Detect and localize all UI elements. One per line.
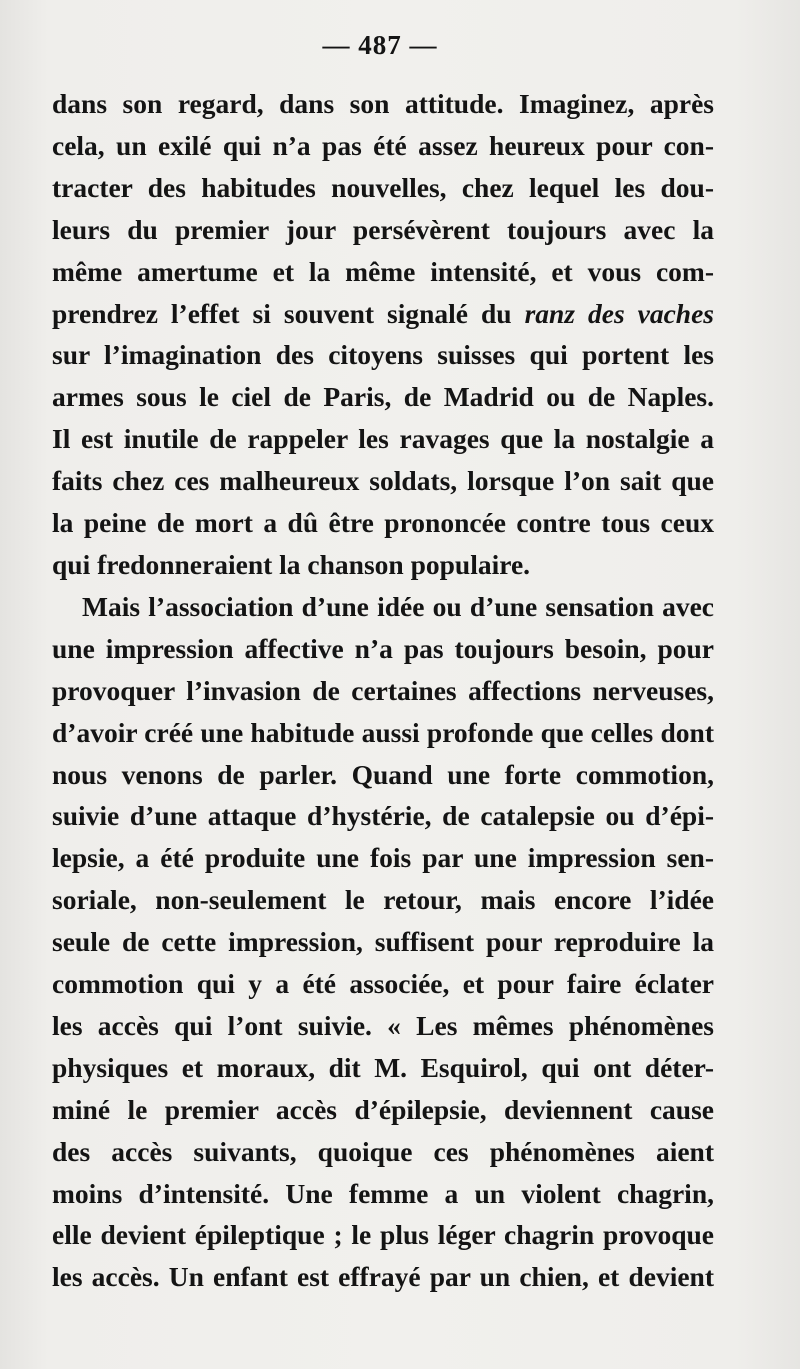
text-line: miné le premier accès d’épilepsie, deviennent cause — [52, 1093, 714, 1125]
text-line: lepsie, a été produite une fois par une impression sen- — [52, 842, 714, 874]
text-line: tracter des habitudes nouvelles, chez lequel les dou- — [52, 171, 714, 203]
body-text — [52, 83, 714, 1298]
text-line: nous venons de parler. Quand une forte commotion, — [52, 758, 714, 790]
page-number: — 487 — — [322, 30, 438, 60]
text-line: elle devient épileptique ; le plus léger chagrin provoque — [52, 1219, 714, 1251]
text-line: les accès qui l’ont suivie. « Les mêmes phénomènes — [52, 1009, 714, 1041]
text-line: commotion qui y a été associée, et pour faire éclater — [52, 968, 714, 1000]
text-line: une impression affective n’a pas toujours besoin, pour — [52, 632, 714, 664]
text-line: les accès. Un enfant est effrayé par un chien, et devient — [52, 1261, 714, 1293]
text-line: cela, un exilé qui n’a pas été assez heureux pour con- — [52, 129, 714, 161]
text-line: la peine de mort a dû être prononcée contre tous ceux — [52, 507, 714, 539]
text-line: sur l’imagination des citoyens suisses qui portent les — [52, 339, 714, 371]
text-line — [52, 293, 714, 335]
text-line: leurs du premier jour persévèrent toujours avec la — [52, 213, 714, 245]
paragraph-end-line: qui fredonneraient la chanson populaire. — [52, 548, 531, 580]
text-line: physiques et moraux, dit M. Esquirol, qui ont déter- — [52, 1051, 714, 1083]
text-line: provoquer l’invasion de certaines affections nerveuses, — [52, 674, 714, 706]
text-line: des accès suivants, quoique ces phénomènes aient — [52, 1135, 714, 1167]
text-line: Il est inutile de rappeler les ravages que la nostalgie a — [52, 423, 714, 455]
italic-phrase: ranz des vaches — [524, 297, 714, 329]
text-line: d’avoir créé une habitude aussi profonde que celles dont — [52, 716, 714, 748]
text-line: soriale, non-seulement le retour, mais encore l’idée — [52, 884, 714, 916]
text-line: armes sous le ciel de Paris, de Madrid ou de Naples. — [52, 381, 714, 413]
text-line-start: prendrez l’effet si souvent signalé du — [52, 297, 525, 329]
text-line: même amertume et la même intensité, et vous com- — [52, 255, 714, 287]
paragraph-start-line: Mais l’association d’une idée ou d’une sensation avec — [82, 590, 714, 622]
text-line: suivie d’une attaque d’hystérie, de catalepsie ou d’épi- — [52, 800, 714, 832]
text-line: seule de cette impression, suffisent pour reproduire la — [52, 926, 714, 958]
text-line: faits chez ces malheureux soldats, lorsque l’on sait que — [52, 465, 714, 497]
text-line: dans son regard, dans son attitude. Imaginez, après — [52, 88, 714, 119]
text-line: moins d’intensité. Une femme a un violent chagrin, — [52, 1177, 714, 1209]
